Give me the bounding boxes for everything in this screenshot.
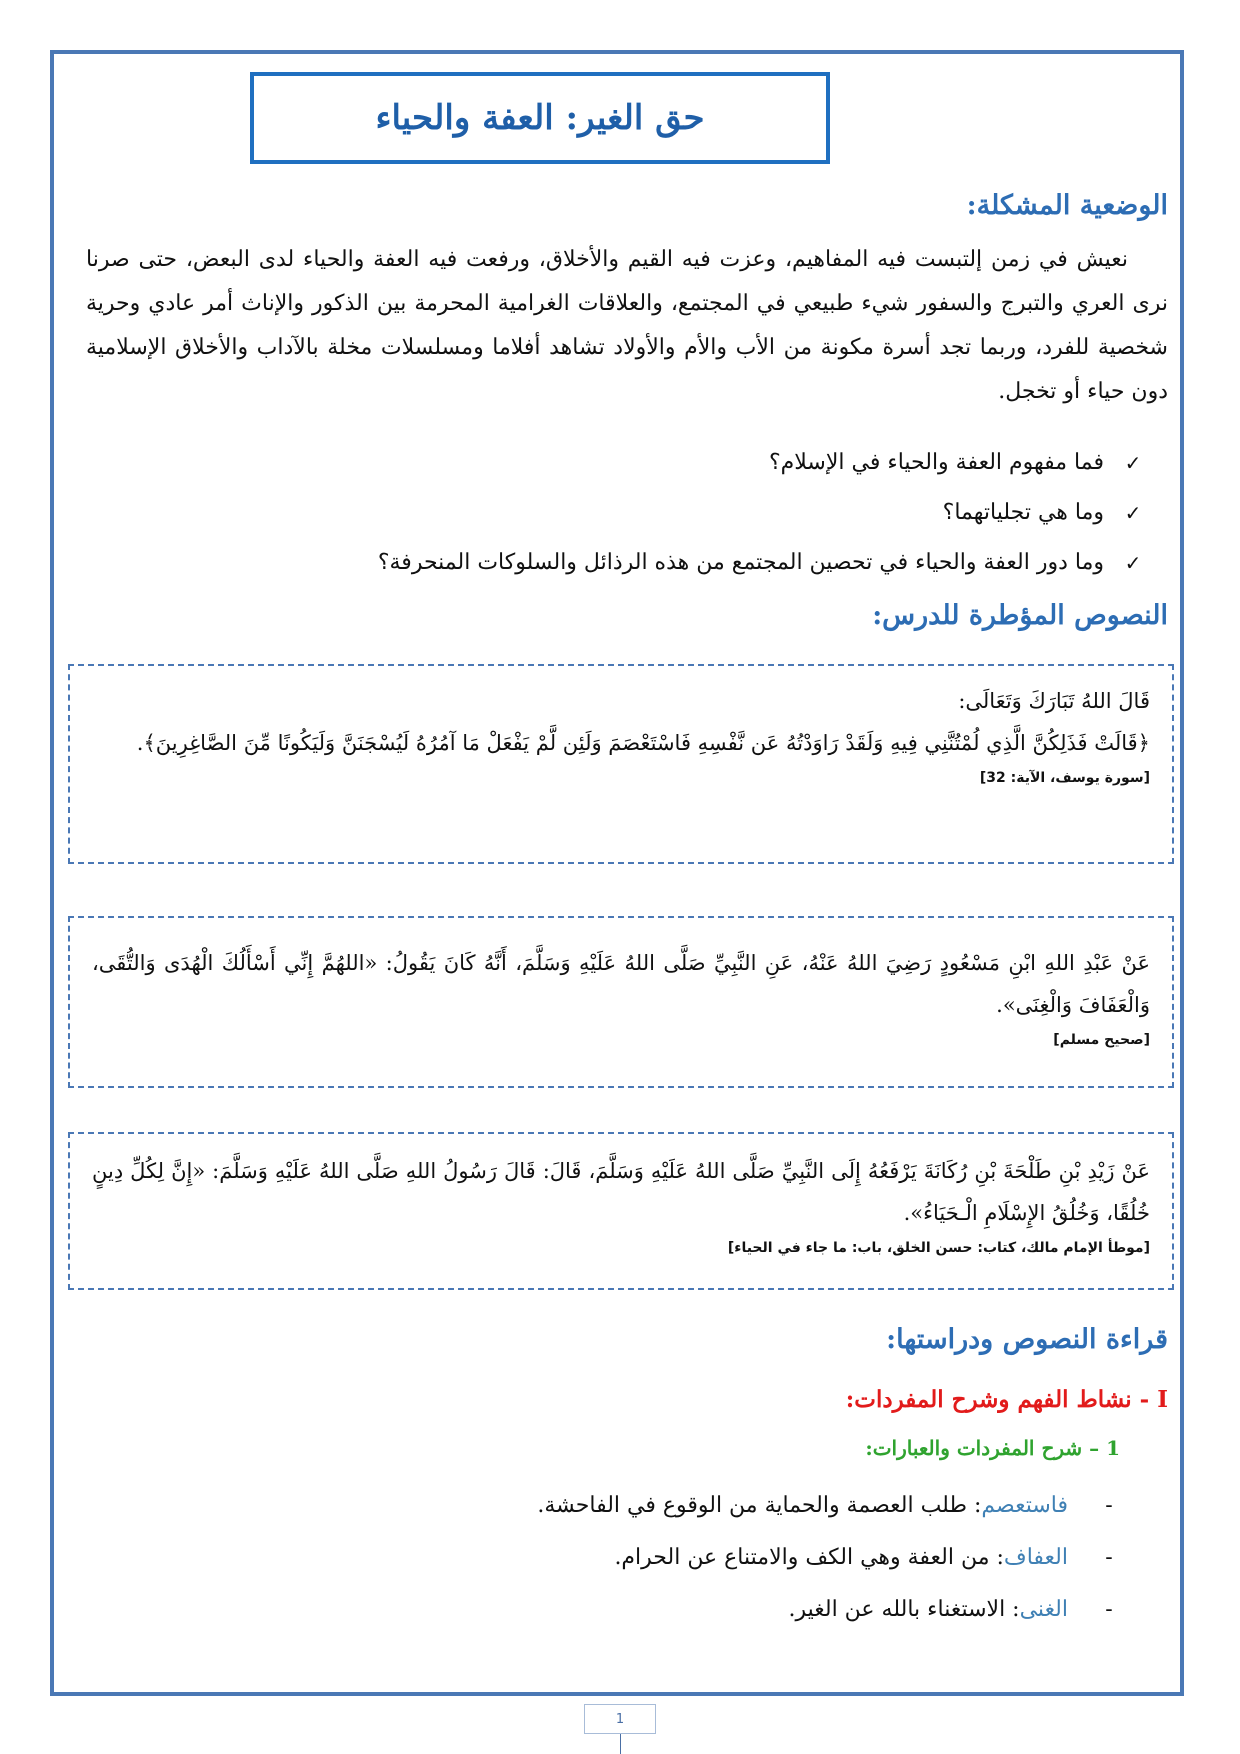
title-box <box>250 72 830 164</box>
problem-heading: الوضعية المشكلة: <box>966 190 1168 221</box>
activity-heading: I - نشاط الفهم وشرح المفردات: <box>845 1386 1168 1413</box>
problem-paragraph <box>86 238 1168 414</box>
text-body: عَنْ زَيْدِ بْنِ طَلْحَةَ بْنِ رُكَانَةَ يَرْفَعُهُ إِلَى النَّبِيِّ صَلَّى اللهُ عَلَيْهِ وَسَلَّمَ، قَالَ: قَالَ رَسُولُ اللهِ صَلَّى اللهُ عَلَيْهِ وَسَلَّمَ: «إِنَّ لِكُلِّ دِينٍ خُلُقًا، وَخُلُقُ الإِسْلَامِ الْـحَيَاءُ». <box>92 1159 1150 1225</box>
vocab-item: -العفاف: من العفة وهي الكف والامتناع عن الحرام. <box>537 1532 1120 1584</box>
page-title: حق الغير: العفة والحياء <box>375 98 705 138</box>
question-item: ✓ وما دور العفة والحياء في تحصين المجتمع من هذه الرذائل والسلوكات المنحرفة؟ <box>378 538 1148 588</box>
vocab-term: الغنى <box>1019 1597 1068 1622</box>
question-item: ✓ وما هي تجلياتهما؟ <box>378 488 1148 538</box>
vocab-definition: الاستغناء بالله عن الغير. <box>788 1597 1006 1622</box>
dash-bullet-icon: - <box>1105 1597 1113 1622</box>
reading-heading: قراءة النصوص ودراستها: <box>886 1324 1168 1355</box>
checkmark-icon: ✓ <box>1124 551 1142 575</box>
vocab-list <box>537 1480 1120 1636</box>
question-item: ✓ فما مفهوم العفة والحياء في الإسلام؟ <box>378 438 1148 488</box>
vocab-item: -الغنى: الاستغناء بالله عن الغير. <box>537 1584 1120 1636</box>
page-number: 1 <box>584 1704 656 1734</box>
vocab-definition: طلب العصمة والحماية من الوقوع في الفاحشة. <box>537 1493 967 1518</box>
text-intro: قَالَ اللهُ تَبَارَكَ وَتَعَالَى: <box>958 689 1150 713</box>
text-box-hadith-2 <box>68 1132 1174 1290</box>
vocab-term: العفاف <box>1003 1545 1068 1570</box>
dash-bullet-icon: - <box>1105 1493 1113 1518</box>
page-number-stem <box>620 1734 621 1754</box>
text-body: عَنْ عَبْدِ اللهِ ابْنِ مَسْعُودٍ رَضِيَ اللهُ عَنْهُ، عَنِ النَّبِيِّ صَلَّى اللهُ عَلَيْهِ وَسَلَّمَ، أَنَّهُ كَانَ يَقُولُ: «اللهُمَّ إِنِّي أَسْأَلُكَ الْهُدَى وَالتُّقَى، وَالْعَفَافَ وَالْغِنَى». <box>92 951 1150 1017</box>
vocab-definition: من العفة وهي الكف والامتناع عن الحرام. <box>614 1545 990 1570</box>
text-box-quran <box>68 664 1174 864</box>
checkmark-icon: ✓ <box>1124 501 1142 525</box>
dash-bullet-icon: - <box>1105 1545 1113 1570</box>
vocab-term: فاستعصم <box>981 1493 1068 1518</box>
text-body: ﴿قَالَتْ فَذَلِكُنَّ الَّذِي لُمْتُنَّنِي فِيهِ وَلَقَدْ رَاوَدْتُهُ عَن نَّفْسِهِ فَاسْتَعْصَمَ وَلَئِن لَّمْ يَفْعَلْ مَا آمُرُهُ لَيُسْجَنَنَّ وَلَيَكُونًا مِّنَ الصَّاغِرِينَ﴾. <box>136 731 1150 755</box>
problem-paragraph-text: نعيش في زمن إلتبست فيه المفاهيم، وعزت فيه القيم والأخلاق، ورفعت فيه العفة والحياء لدى البعض، حتى صرنا نرى العري والتبرج والسفور شيء طبيعي في المجتمع، والعلاقات الغرامية المحرمة بين الذكور والإناث أمر عادي وحرية شخصية للفرد، وربما تجد أسرة مكونة من الأب والأم والأولاد تشاهد أفلاما ومسلسلات مخلة بالآداب والأخلاق الإسلامية دون حياء أو تخجل. <box>86 247 1168 404</box>
vocab-item: -فاستعصم: طلب العصمة والحماية من الوقوع في الفاحشة. <box>537 1480 1120 1532</box>
text-source: [سورة يوسف، الآية: 32] <box>979 770 1150 786</box>
questions-list <box>378 438 1148 588</box>
vocab-subheading: 1 – شرح المفردات والعبارات: <box>865 1436 1120 1460</box>
checkmark-icon: ✓ <box>1124 451 1142 475</box>
text-box-hadith-1 <box>68 916 1174 1088</box>
text-source: [صحيح مسلم] <box>1053 1032 1150 1048</box>
text-source: [موطأ الإمام مالك، كتاب: حسن الخلق، باب: ما جاء في الحياء] <box>727 1240 1150 1256</box>
texts-heading: النصوص المؤطرة للدرس: <box>872 600 1168 631</box>
